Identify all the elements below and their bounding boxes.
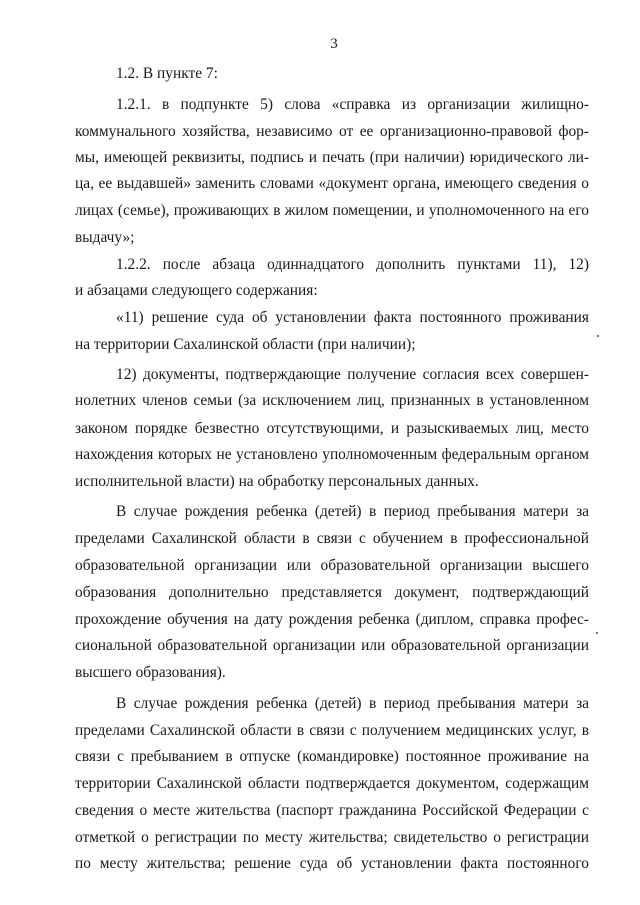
text-line: пределами Сахалинской области в связи с получением медицинских услуг, в — [75, 722, 589, 739]
text-line: высшего образования). — [75, 664, 226, 681]
text-line: лицах (семье), проживающих в жилом помещении, и уполномоченного на его — [75, 202, 589, 219]
text-line: В случае рождения ребенка (детей) в период пребывания матери за — [116, 695, 589, 712]
text-line: 12) документы, подтверждающие получение согласия всех совершен- — [116, 366, 589, 383]
scan-speck — [597, 335, 599, 337]
text-line: сведения о месте жительства (паспорт гражданина Российской Федерации с — [75, 802, 589, 819]
text-line: В случае рождения ребенка (детей) в период пребывания матери за — [116, 503, 589, 520]
text-line: по месту жительства; решение суда об установлении факта постоянного — [75, 855, 589, 872]
text-line: образовательной организации или образовательной организации высшего — [75, 557, 589, 574]
text-line: прохождение обучения на дату рождения ребенка (диплом, справка профес- — [75, 611, 589, 628]
text-line: отметкой о регистрации по месту жительства; свидетельство о регистрации — [75, 829, 589, 846]
text-line: на территории Сахалинской области (при наличии); — [75, 336, 416, 353]
text-line: выдачу»; — [75, 229, 135, 246]
text-line: и абзацами следующего содержания: — [75, 282, 318, 299]
text-line: пределами Сахалинской области в связи с обучением в профессиональной — [75, 530, 589, 547]
text-line: коммунального хозяйства, независимо от ее организационно-правовой фор- — [75, 123, 589, 140]
text-line: «11) решение суда об установлении факта постоянного проживания — [116, 309, 589, 326]
text-line: 1.2.1. в подпункте 5) слова «справка из организации жилищно- — [116, 96, 589, 113]
text-line: исполнительной власти) на обработку персональных данных. — [75, 473, 479, 490]
text-line: сиональной образовательной организации или образовательной организации — [75, 637, 589, 654]
text-line: законом порядке безвестно отсутствующими, и разыскиваемых лиц, место — [75, 420, 589, 437]
text-line: ца, ее выдавшей» заменить словами «документ органа, имеющего сведения о — [75, 175, 589, 192]
text-line: мы, имеющей реквизиты, подпись и печать (при наличии) юридического ли- — [75, 149, 589, 166]
text-line: 1.2.2. после абзаца одиннадцатого дополнить пунктами 11), 12) — [116, 256, 589, 273]
text-line: нолетних членов семьи (за исключением лиц, признанных в установленном — [75, 392, 589, 409]
scan-speck — [596, 632, 598, 634]
text-line: образования дополнительно представляется документ, подтверждающий — [75, 584, 589, 601]
text-line: территории Сахалинской области подтверждается документом, содержащим — [75, 775, 589, 792]
text-line: связи с пребыванием в отпуске (командировке) постоянное проживание на — [75, 748, 589, 765]
text-line: нахождения которых не установлено уполномоченным федеральным органом — [75, 446, 589, 463]
page-number: 3 — [330, 36, 338, 52]
text-line: 1.2. В пункте 7: — [116, 65, 218, 82]
